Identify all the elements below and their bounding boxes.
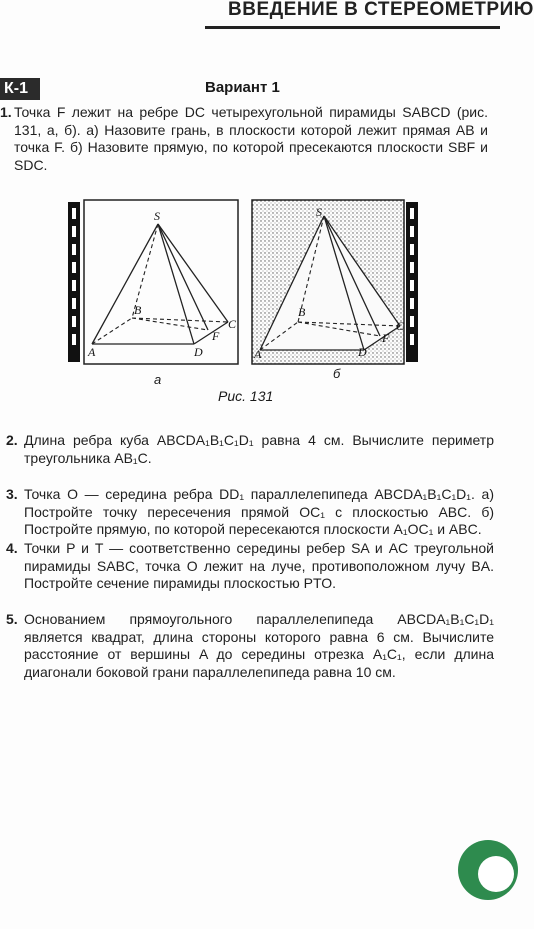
floating-action-icon[interactable] [478,856,514,892]
figure-131 [68,196,448,372]
vertex-label: C [396,319,405,333]
pyramid-panel-b [252,200,405,364]
task-text: Точка F лежит на ребре DC четырехугольной пирамиды SABCD (рис. 131, а, б). а) Назовите грань, в плоскости которой лежит прямая AB и точка F. б) Назовите прямую, по которой пресекаются плоскости SBF и SDC. [14,104,488,173]
task-number: 3. [6,486,18,502]
task-1 [0,104,488,184]
pyramid-panel-a [84,200,238,364]
task-3 [6,486,494,542]
vertex-label: S [316,205,322,219]
variant-title: Вариант 1 [205,79,280,96]
vertex-label: F [212,329,220,343]
vertex-label: B [298,305,306,319]
vertex-label: A [254,347,262,361]
header-rule [205,26,500,29]
task-5 [6,611,494,691]
panel-a-label: а [154,372,162,387]
film-strip-right [406,202,418,362]
task-text: Основанием прямоугольного параллелепипеда ABCDA₁B₁C₁D₁ является квадрат, длина стороны которого равна 6 см. Вычислите расстояние от вершины A до середины отрезка A₁C₁, если длина диагонали боковой грани параллелепипеда равна 10 см. [24,611,494,680]
vertex-label: D [358,345,367,359]
vertex-label: B [134,303,142,317]
task-number: 1. [0,104,12,120]
vertex-label: A [88,345,96,359]
vertex-label: C [228,317,237,331]
panel-b-label: б [333,366,341,381]
vertex-label: S [154,209,160,223]
task-2 [6,432,494,472]
film-strip-left [68,202,80,362]
task-text: Длина ребра куба ABCDA₁B₁C₁D₁ равна 4 см. Вычислите периметр треугольника AB₁C. [24,432,494,466]
task-text: Точка O — середина ребра DD₁ параллелепипеда ABCDA₁B₁C₁D₁. а) Постройте точку пересечения прямой OC₁ с плоскостью ABC. б) Постройте прямую, по которой пересекаются плоскости A₁OC₁ и ABC. [24,486,494,537]
vertex-label: F [382,331,390,345]
task-number: 5. [6,611,18,627]
task-4 [6,540,494,596]
vertex-label: D [194,345,203,359]
task-number: 2. [6,432,18,448]
task-text: Точки P и T — соответственно середины ребер SA и AC треугольной пирамиды SABC, точка O лежит на луче, противоположном лучу BA. Постройте сечение пирамиды плоскостью PTO. [24,540,494,591]
section-title: ВВЕДЕНИЕ В СТЕРЕОМЕТРИЮ [228,0,534,20]
figure-caption: Рис. 131 [218,388,274,404]
test-badge: К-1 [0,78,40,100]
task-number: 4. [6,540,18,556]
